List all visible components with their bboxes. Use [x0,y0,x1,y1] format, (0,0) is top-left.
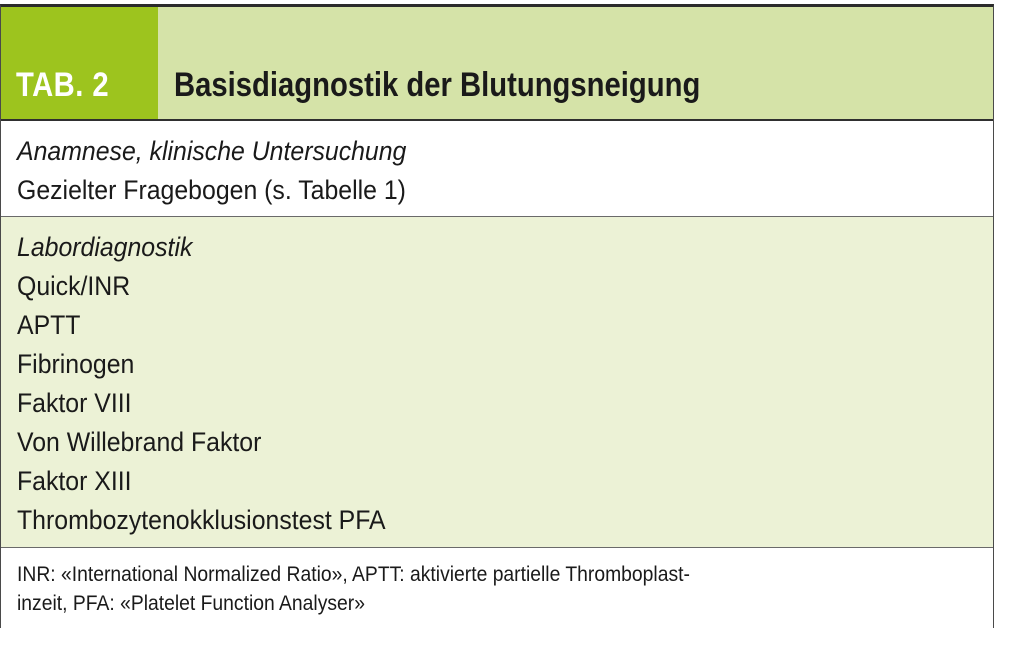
section-anamnese [1,121,993,217]
section-heading: Labordiagnostik [17,232,193,262]
list-item: Gezielter Fragebogen (s. Tabelle 1) [17,175,406,205]
table-footnote [1,548,993,628]
section-heading: Anamnese, klinische Untersuchung [17,136,407,166]
list-item: Faktor VIII [17,388,132,418]
table-title: Basisdiagnostik der Blutungsneigung [174,66,701,104]
list-item: Quick/INR [17,271,131,301]
footnote-line: inzeit, PFA: «Platelet Function Analyser» [17,592,365,615]
tab-label: TAB. 2 [16,66,110,104]
list-item: Von Willebrand Faktor [17,427,262,457]
list-item: Thrombozytenokklusionstest PFA [17,505,386,535]
tab-label-cell [1,7,158,119]
table-header [1,7,993,121]
diagnostics-table [0,4,994,628]
list-item: APTT [17,310,81,340]
footnote-line: INR: «International Normalized Ratio», APTT: aktivierte partielle Thromboplast- [17,563,690,586]
footnote-text [17,560,915,618]
section-labordiagnostik [1,217,993,548]
list-item: Fibrinogen [17,349,135,379]
list-item: Faktor XIII [17,466,132,496]
